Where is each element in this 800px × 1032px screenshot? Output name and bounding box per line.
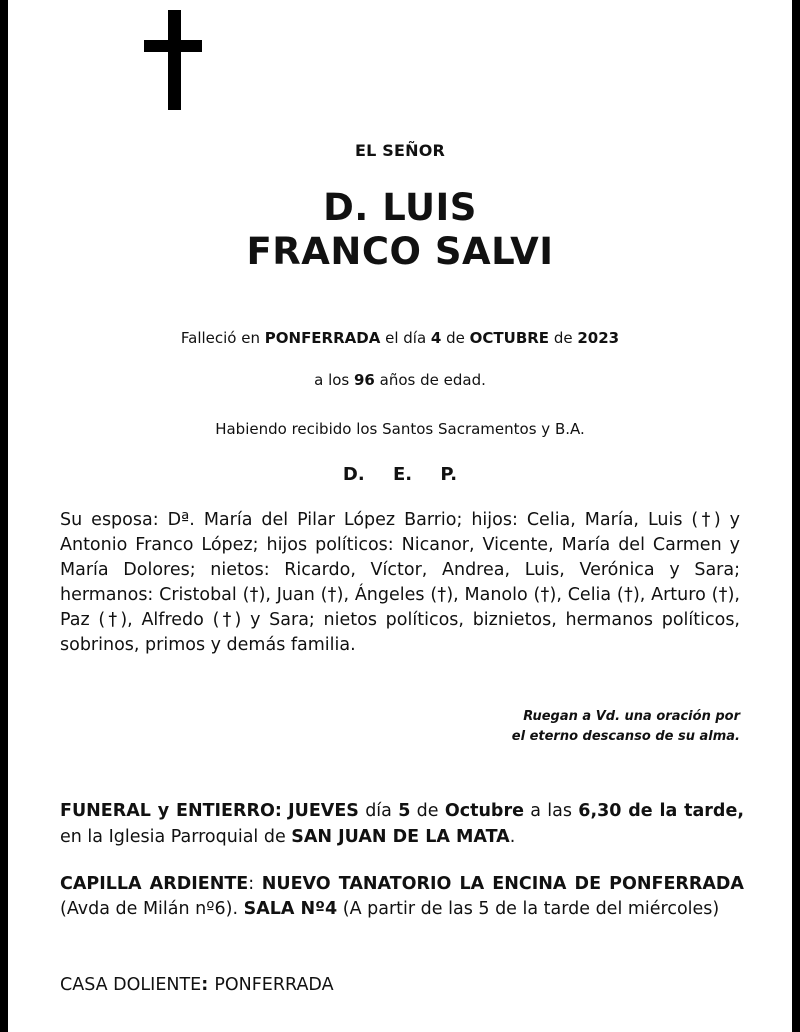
chapel-venue: NUEVO TANATORIO LA ENCINA DE PONFERRADA	[261, 874, 744, 894]
chapel-info: CAPILLA ARDIENTE: NUEVO TANATORIO LA ENCINA DE PONFERRADA (Avda de Milán nº6). SALA Nº4 (A partir de las 5 de la tarde del miércoles)	[60, 874, 744, 919]
age-years: 96	[354, 371, 375, 389]
dep-heading: D. E. P.	[342, 464, 458, 485]
age-info: a los 96 años de edad.	[314, 371, 486, 389]
prayer-request: Ruegan a Vd. una oración por el eterno descanso de su alma.	[511, 709, 740, 744]
funeral-label: FUNERAL y ENTIERRO:	[60, 801, 282, 821]
death-info: Falleció en PONFERRADA el día 4 de OCTUBRE de 2023	[180, 329, 620, 347]
funeral-weekday: JUEVES	[288, 801, 359, 821]
deceased-name-line1: D. LUIS	[323, 186, 477, 229]
deceased-name	[8, 186, 792, 274]
death-year: 2023	[577, 329, 620, 347]
cross-icon	[144, 10, 204, 112]
chapel-label: CAPILLA ARDIENTE	[60, 874, 249, 894]
family-home: CASA DOLIENTE: PONFERRADA	[60, 975, 334, 995]
funeral-info: FUNERAL y ENTIERRO: JUEVES día 5 de Octubre a las 6,30 de la tarde, en la Iglesia Parroquial de SAN JUAN DE LA MATA.	[60, 801, 744, 847]
deceased-name-line2: FRANCO SALVI	[246, 230, 554, 273]
death-day: 4	[430, 329, 442, 347]
funeral-church: SAN JUAN DE LA MATA	[291, 827, 510, 847]
family-list: Su esposa: Dª. María del Pilar López Barrio; hijos: Celia, María, Luis (†) y Antonio Franco López; hijos políticos: Nicanor, Vicente, María del Carmen y María Dolores; nietos: Ricardo, Víctor, Andrea, Luis, Verónica y Sara; hermanos: Cristobal (†), Juan (†), Ángeles (†), Manolo (†), Celia (†), Arturo (†), Paz (†), Alfredo (†) y Sara; nietos políticos, biznietos, hermanos políticos, sobrinos, primos y demás familia.	[60, 510, 740, 655]
funeral-time: 6,30 de la tarde,	[578, 801, 744, 821]
death-month: OCTUBRE	[469, 329, 550, 347]
sacraments-line: Habiendo recibido los Santos Sacramentos y B.A.	[215, 420, 585, 438]
chapel-room: SALA Nº4	[243, 899, 338, 919]
death-place: PONFERRADA	[264, 329, 381, 347]
obituary-page	[8, 0, 792, 1032]
title-prefix: EL SEÑOR	[354, 141, 446, 160]
